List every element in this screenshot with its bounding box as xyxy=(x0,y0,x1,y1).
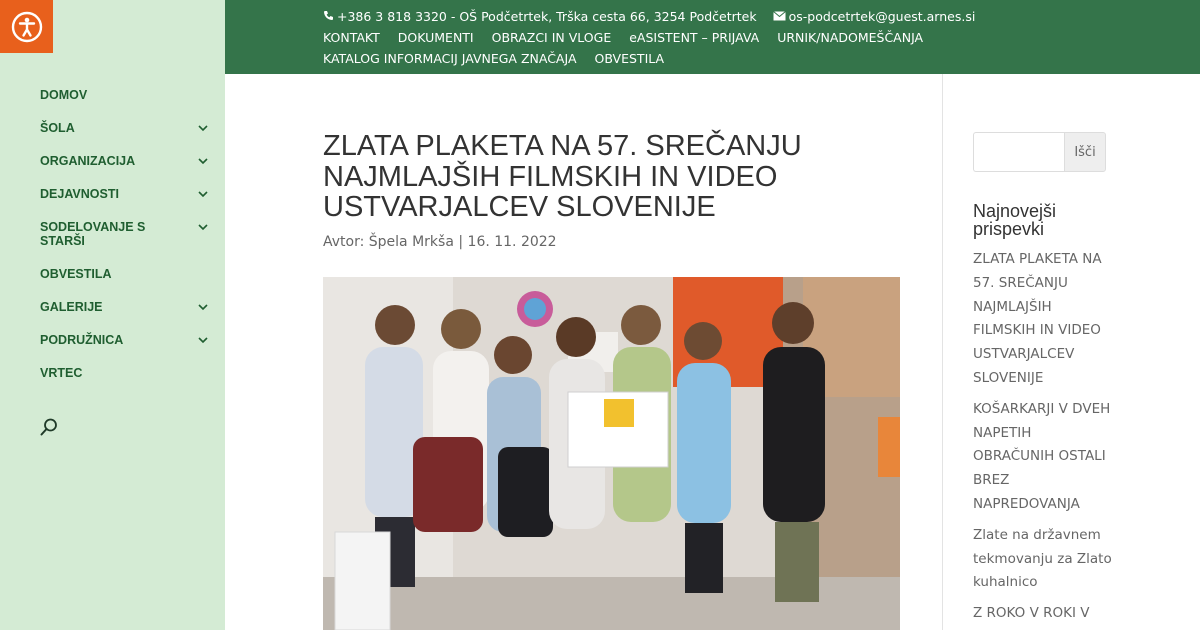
top-header xyxy=(225,0,1200,74)
nav-item-label: DEJAVNOSTI xyxy=(40,187,119,201)
main-nav xyxy=(40,88,210,380)
search-icon[interactable] xyxy=(40,418,58,436)
author-prefix: Avtor: xyxy=(323,234,365,250)
chevron-down-icon[interactable] xyxy=(196,333,210,347)
envelope-icon xyxy=(773,9,786,24)
chevron-down-icon[interactable] xyxy=(196,121,210,135)
phone-text: +386 3 818 3320 - OŠ Podčetrtek, Trška cesta 66, 3254 Podčetrtek xyxy=(337,9,757,24)
nav-item-domov[interactable] xyxy=(40,88,210,102)
recent-post-link[interactable]: Z ROKO V ROKI V xyxy=(973,605,1090,622)
top-nav-urnik[interactable]: URNIK/NADOMEŠČANJA xyxy=(777,30,924,45)
chevron-down-icon[interactable] xyxy=(196,187,210,201)
nav-item-label: ORGANIZACIJA xyxy=(40,154,136,168)
phone-icon xyxy=(323,9,334,24)
recent-posts-list xyxy=(973,248,1113,633)
nav-item-podruznica[interactable] xyxy=(40,333,210,347)
top-nav-row-2 xyxy=(323,51,664,66)
top-nav-dokumenti[interactable]: DOKUMENTI xyxy=(397,30,474,45)
content-divider xyxy=(942,74,943,630)
sidebar-search xyxy=(973,132,1106,172)
chevron-down-icon[interactable] xyxy=(196,300,210,314)
email-link[interactable]: os-podcetrtek@guest.arnes.si xyxy=(788,9,976,24)
nav-item-label: SODELOVANJE S STARŠI xyxy=(40,220,146,248)
post-meta xyxy=(323,234,557,250)
nav-item-vrtec[interactable] xyxy=(40,366,210,380)
nav-item-sola[interactable] xyxy=(40,121,210,135)
nav-item-dejavnosti[interactable] xyxy=(40,187,210,201)
accessibility-icon xyxy=(11,11,43,43)
search-input[interactable] xyxy=(973,132,1064,172)
top-nav-katalog[interactable]: KATALOG INFORMACIJ JAVNEGA ZNAČAJA xyxy=(323,51,577,66)
chevron-down-icon[interactable] xyxy=(196,220,210,234)
search-button[interactable]: Išči xyxy=(1064,132,1106,172)
top-nav-obvestila[interactable]: OBVESTILA xyxy=(594,51,665,66)
nav-item-label: OBVESTILA xyxy=(40,267,112,281)
recent-post-link[interactable]: KOŠARKARJI V DVEH NAPETIH OBRAČUNIH OSTALI BREZ NAPREDOVANJA xyxy=(973,400,1111,512)
nav-item-organizacija[interactable] xyxy=(40,154,210,168)
author-link[interactable]: Špela Mrkša xyxy=(368,234,454,250)
nav-item-label: GALERIJE xyxy=(40,300,103,314)
recent-posts-title: Najnovejši prispevki xyxy=(973,201,1057,239)
accessibility-button[interactable] xyxy=(0,0,53,53)
contact-info xyxy=(323,9,975,24)
nav-item-sodelovanje[interactable] xyxy=(40,220,160,248)
meta-separator: | xyxy=(458,234,464,250)
top-nav-easistent[interactable]: eASISTENT – PRIJAVA xyxy=(629,30,760,45)
nav-item-label: ŠOLA xyxy=(40,121,75,135)
top-nav-kontakt[interactable]: KONTAKT xyxy=(323,30,380,45)
nav-item-obvestila[interactable] xyxy=(40,267,210,281)
nav-item-label: PODRUŽNICA xyxy=(40,333,124,347)
nav-item-galerije[interactable] xyxy=(40,300,210,314)
nav-item-label: VRTEC xyxy=(40,366,83,380)
top-nav-obrazci[interactable]: OBRAZCI IN VLOGE xyxy=(491,30,612,45)
recent-post-link[interactable]: ZLATA PLAKETA NA 57. SREČANJU NAJMLAJŠIH FILMSKIH IN VIDEO USTVARJALCEV SLOVENIJE xyxy=(973,251,1102,386)
post-featured-image xyxy=(323,277,900,630)
post-title: ZLATA PLAKETA NA 57. SREČANJU NAJMLAJŠIH FILMSKIH IN VIDEO USTVARJALCEV SLOVENIJE xyxy=(323,130,802,223)
recent-post-link[interactable]: Zlate na državnem tekmovanju za Zlato kuhalnico xyxy=(973,526,1112,591)
post-date: 16. 11. 2022 xyxy=(467,234,557,250)
top-nav-row-1 xyxy=(323,30,923,45)
nav-item-label: DOMOV xyxy=(40,88,88,102)
chevron-down-icon[interactable] xyxy=(196,154,210,168)
left-sidebar xyxy=(0,0,225,630)
